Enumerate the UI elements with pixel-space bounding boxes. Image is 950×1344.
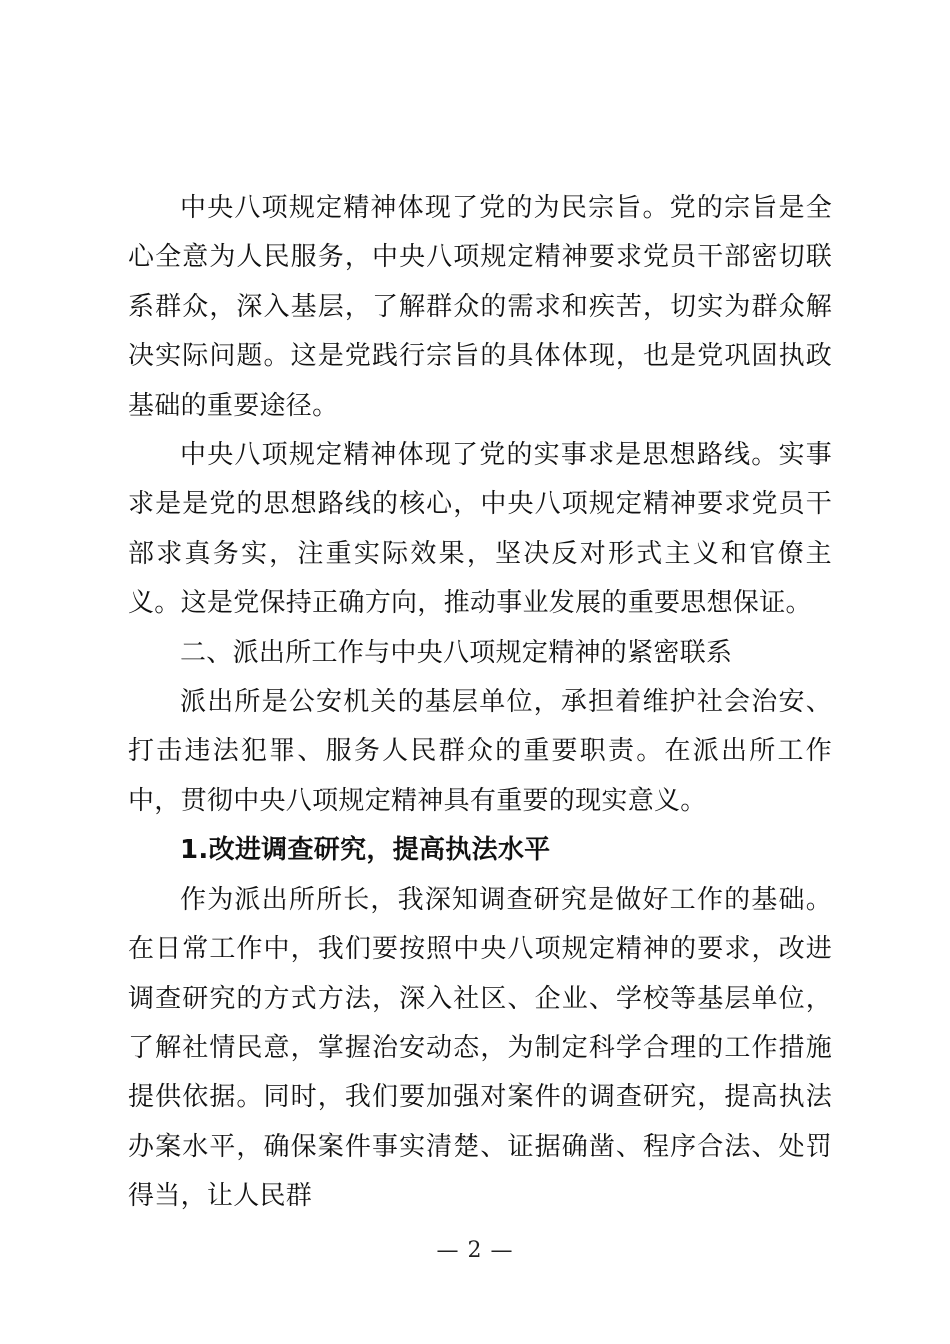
paragraph-investigation-research: 作为派出所所长，我深知调查研究是做好工作的基础。在日常工作中，我们要按照中央八项规定精神的要求，改进调查研究的方式方法，深入社区、企业、学校等基层单位，了解社情民意，掌握治安动态，为制定科学合理的工作措施提供依据。同时，我们要加强对案件的调查研究，提高执法办案水平，确保案件事实清楚、证据确凿、程序合法、处罚得当，让人民群 [128, 884, 832, 1212]
document-body [128, 184, 832, 1222]
section-heading-2: 二、派出所工作与中央八项规定精神的紧密联系 [180, 637, 733, 668]
paragraph-police-station-role: 派出所是公安机关的基层单位，承担着维护社会治安、打击违法犯罪、服务人民群众的重要职责。在派出所工作中，贯彻中央八项规定精神具有重要的现实意义。 [128, 687, 832, 816]
paragraph-seek-truth: 中央八项规定精神体现了党的实事求是思想路线。实事求是是党的思想路线的核心，中央八项规定精神要求党员干部求真务实，注重实际效果，坚决反对形式主义和官僚主义。这是党保持正确方向，推动事业发展的重要思想保证。 [128, 440, 832, 619]
page-number: — 2 — [436, 1238, 514, 1263]
subsection-heading-1: 1.改进调查研究，提高执法水平 [180, 835, 551, 866]
paragraph-party-purpose: 中央八项规定精神体现了党的为民宗旨。党的宗旨是全心全意为人民服务，中央八项规定精神要求党员干部密切联系群众，深入基层，了解群众的需求和疾苦，切实为群众解决实际问题。这是党践行宗旨的具体体现，也是党巩固执政基础的重要途径。 [128, 193, 832, 421]
